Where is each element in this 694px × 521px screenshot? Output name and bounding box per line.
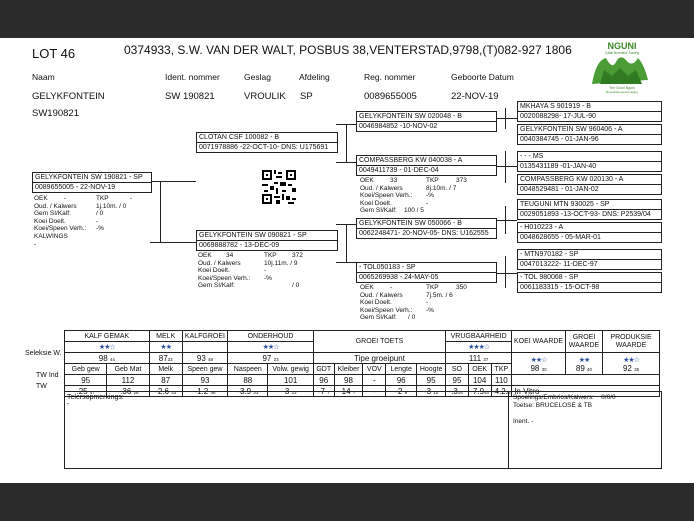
row-label-seleksie: Seleksie W. xyxy=(25,350,62,357)
subject-info: OEK - TKP - Oud. / Kalwers 1j.10m. / 0 Gem SI/Kalf: / 0 Koei Doelt. - Koei/Speen Verh.: -% KALWINGS - xyxy=(34,195,133,248)
label-reg: Reg. nommer xyxy=(364,72,416,82)
teler-remarks: Telersopmerkings: - xyxy=(65,392,509,468)
ggp-5: TEUGUNI MTN 930025 - SP 0029051893 -13-OCT-93- DNS: P2539/04 xyxy=(517,199,662,220)
animal-section: SP xyxy=(300,91,313,102)
subject-line2: 0089655005 - 22-NOV-19 xyxy=(35,184,116,191)
label-ident: Ident. nommer xyxy=(165,72,220,82)
gp-dam-sire: GELYKFONTEIN SW 050066 - B 0062248471- 20-NOV-05- DNS: U162555 xyxy=(356,218,497,239)
dam-box xyxy=(196,230,338,251)
dam-line1: GELYKFONTEIN SW 090821 - SP xyxy=(197,231,337,241)
label-naam: Naam xyxy=(32,72,55,82)
logo-tagline: Cattle Breeders' Society xyxy=(604,51,640,55)
animal-code: SW190821 xyxy=(32,108,80,119)
ggp-8: - TOL 980068 - SP 0061183315 - 15-OCT-98 xyxy=(517,272,662,293)
ggp-3: - - - MS 0135431189 -01-JAN-40 xyxy=(517,151,662,172)
gp-dam-dam-info: OEK - TKP 350 Oud. / Kalwers 7j.5m. / 6 Koei Doelt. - Koei/Speen Verh.: -% Gem SI/Kalf: / 0 xyxy=(360,284,467,322)
ggp-7: - MTN970182 - SP 0047013222- 11-DEC-97 xyxy=(517,249,662,270)
animal-name: GELYKFONTEIN xyxy=(32,91,105,102)
logo-name: NGUNI xyxy=(607,41,637,51)
row-label-tw: TW xyxy=(36,383,47,390)
gp-sire-dam: COMPASSBERG KW 040038 - A 0049411739 - 01-DEC-04 xyxy=(356,155,497,176)
row-label-tw-ind: TW Ind xyxy=(36,372,59,379)
remarks-panel xyxy=(64,391,662,469)
dam-line2: 0069888782 - 13-DEC-09 xyxy=(199,242,280,249)
ggp-6: - H010223 - A 0048628655 - 05-MAR-01 xyxy=(517,222,662,243)
subject-line1: GELYKFONTEIN SW 190821 - SP xyxy=(33,173,151,183)
nguni-logo xyxy=(586,40,658,94)
gp-sire-dam-info: OEK 33 TKP 373 Oud. / Kalwers 8j.10m. / 7 Koei/Speen Verh.: -% Koei Doelt. - Gem SI/Kalf: 100 / 5 xyxy=(360,177,467,215)
logo-motto: Beesplasingsvereniging xyxy=(606,90,638,94)
label-geslag: Geslag xyxy=(244,72,271,82)
subject-box xyxy=(32,172,152,193)
ggp-1: MKHAYA S 901919 - B 0020088298- 17-JUL-90 xyxy=(517,101,662,122)
logo-subtitle: The Good Nguni xyxy=(609,86,635,90)
sire-line2: 0071978886 -22-OCT-10- DNS: U175691 xyxy=(199,144,329,151)
gp-sire-sire: GELYKFONTEIN SW 020048 - B 0046984852 -10-NOV-02 xyxy=(356,111,497,132)
qr-code xyxy=(262,170,296,204)
label-afdeling: Afdeling xyxy=(299,72,330,82)
animal-birth: 22-NOV-19 xyxy=(451,91,499,102)
ebv-table: KALF GEMAK MELK KALFGROEI ONDERHOUD GROEI TOETS VRUGBAARHEID KOEI WAARDE GROEI WAARDE PRODUKSIE WAARDE ★★☆ ★★ ★★☆ ★★★☆ 98 44 8733 93 48 97 23 Tipe groeipunt 111 37 ★★☆ 98 30 ★★ 89 40 ★★☆ 92 35 Geb gew Geb Mat Melk Speen gew Naspeen Volw. gewig GDT Kleiber VOV Lengte Hoogte SO OEK TKP 95 112 87 93 88 101 96 98 - 96 95 95 104 110 .25 47 -.36 26 -2.6 33 -1.2 48 -3.9 33 3 23 -7 7 14 7 - -2 9 -3 10 .315 -7.940 -4.222 In Vitro xyxy=(64,330,660,397)
ggp-2: GELYKFONTEIN SW 960406 - A 0040384745 - 01-JAN-96 xyxy=(517,124,662,145)
owner-info: 0374933, S.W. VAN DER WALT, POSBUS 38,VENTERSTAD,9798,(T)082-927 1806 xyxy=(124,43,572,57)
animal-sex: VROULIK xyxy=(244,91,286,102)
pedigree-sheet xyxy=(0,38,694,483)
label-geboorte: Geboorte Datum xyxy=(451,72,514,82)
tests-info: Spoelings/Embrios/Kalwers: 0/0/0 Toetse: BRUCELOSE & TB Inent. - xyxy=(513,394,616,425)
animal-ident: SW 190821 xyxy=(165,91,215,102)
ggp-4: COMPASSBERG KW 020130 - A 0048529481 - 01-JAN-02 xyxy=(517,174,662,195)
sire-line1: CLOTAN CSF 100082 - B xyxy=(197,133,337,143)
sire-box xyxy=(196,132,338,153)
dam-info: OEK 34 TKP 372 Oud. / Kalwers 10j.11m. / 9 Koei Doelt. - Koei/Speen Verh.: -% Gem SI/Kalf: / 0 xyxy=(198,252,303,290)
gp-dam-dam: - TOL050183 - SP 0065269938 - 24-MAY-05 xyxy=(356,262,497,283)
animal-reg: 0089655005 xyxy=(364,91,417,102)
lot-number: LOT 46 xyxy=(32,46,76,61)
